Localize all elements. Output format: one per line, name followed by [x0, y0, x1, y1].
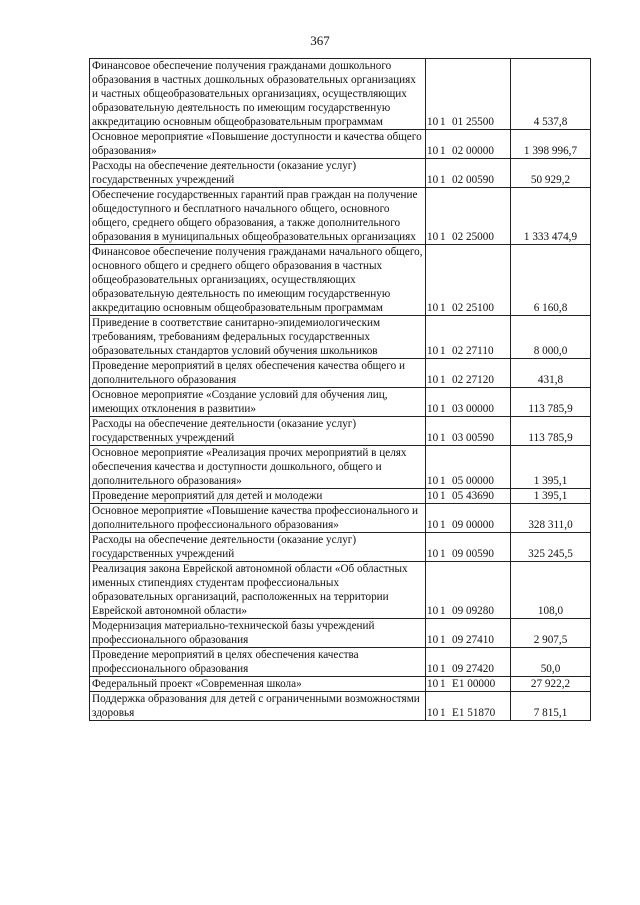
row-amount: 113 785,9 [511, 388, 591, 417]
row-amount: 325 245,5 [511, 533, 591, 562]
row-code [426, 159, 511, 188]
row-subsection-code: 1 [440, 707, 446, 719]
row-target-code: 05 00000 [452, 475, 494, 487]
row-target-code: 03 00590 [452, 432, 494, 444]
row-target-code: 09 27420 [452, 663, 494, 675]
row-target-code: E1 51870 [452, 707, 496, 719]
table-row [90, 159, 591, 188]
row-subsection-code: 1 [440, 174, 446, 186]
row-section-code: 10 [427, 548, 439, 560]
row-description: Расходы на обеспечение деятельности (оказание услуг) государственных учреждений [90, 417, 426, 446]
row-description: Основное мероприятие «Создание условий для обучения лиц, имеющих отклонения в развитии» [90, 388, 426, 417]
row-subsection-code: 1 [440, 605, 446, 617]
table-row [90, 388, 591, 417]
row-description: Проведение мероприятий в целях обеспечения качества общего и дополнительного образования [90, 359, 426, 388]
row-code [426, 130, 511, 159]
row-description: Приведение в соответствие санитарно-эпидемиологическим требованиям, требованиям федеральных государственных образовательных стандартов условий обучения школьников [90, 316, 426, 359]
table-row [90, 316, 591, 359]
row-subsection-code: 1 [440, 302, 446, 314]
row-amount: 1 395,1 [511, 446, 591, 489]
row-subsection-code: 1 [440, 403, 446, 415]
row-target-code: 09 00000 [452, 519, 494, 531]
row-section-code: 10 [427, 116, 439, 128]
row-description: Расходы на обеспечение деятельности (оказание услуг) государственных учреждений [90, 159, 426, 188]
row-section-code: 10 [427, 678, 439, 690]
row-code [426, 388, 511, 417]
row-code [426, 619, 511, 648]
row-target-code: 01 25500 [452, 116, 494, 128]
row-subsection-code: 1 [440, 345, 446, 357]
row-code [426, 504, 511, 533]
row-section-code: 10 [427, 302, 439, 314]
row-subsection-code: 1 [440, 432, 446, 444]
table-row [90, 130, 591, 159]
row-amount: 431,8 [511, 359, 591, 388]
row-subsection-code: 1 [440, 374, 446, 386]
row-section-code: 10 [427, 403, 439, 415]
row-subsection-code: 1 [440, 231, 446, 243]
row-code [426, 562, 511, 619]
row-description: Реализация закона Еврейской автономной области «Об областных именных стипендиях студентам профессиональных образовательных организаций, расположенных на территории Еврейской автономной области» [90, 562, 426, 619]
row-code [426, 533, 511, 562]
row-code [426, 245, 511, 316]
row-subsection-code: 1 [440, 475, 446, 487]
row-target-code: 09 27410 [452, 634, 494, 646]
row-section-code: 10 [427, 145, 439, 157]
row-code [426, 188, 511, 245]
row-amount: 8 000,0 [511, 316, 591, 359]
row-amount: 6 160,8 [511, 245, 591, 316]
row-description: Финансовое обеспечение получения гражданами дошкольного образования в частных дошкольных образовательных организациях и частных общеобразовательных организациях, осуществляющих образовательную деятельность по имеющим государственную аккредитацию основным общеобразовательным программам [90, 59, 426, 130]
row-description: Поддержка образования для детей с ограниченными возможностями здоровья [90, 692, 426, 721]
row-section-code: 10 [427, 374, 439, 386]
row-target-code: 09 09280 [452, 605, 494, 617]
table-row [90, 648, 591, 677]
row-code [426, 648, 511, 677]
row-description: Основное мероприятие «Повышение доступности и качества общего образования» [90, 130, 426, 159]
table-row [90, 188, 591, 245]
table-row [90, 417, 591, 446]
row-section-code: 10 [427, 475, 439, 487]
row-subsection-code: 1 [440, 116, 446, 128]
row-amount: 2 907,5 [511, 619, 591, 648]
row-amount: 113 785,9 [511, 417, 591, 446]
row-description: Обеспечение государственных гарантий прав граждан на получение общедоступного и бесплатного начального общего, основного общего, среднего общего образования, а также дополнительного образования в муниципальных общеобразовательных организациях [90, 188, 426, 245]
row-subsection-code: 1 [440, 145, 446, 157]
row-target-code: 02 27110 [452, 345, 494, 357]
row-code [426, 316, 511, 359]
row-amount: 4 537,8 [511, 59, 591, 130]
table-row [90, 59, 591, 130]
row-subsection-code: 1 [440, 548, 446, 560]
table-row [90, 245, 591, 316]
table-body [90, 59, 591, 721]
row-code [426, 59, 511, 130]
row-section-code: 10 [427, 663, 439, 675]
row-target-code: 02 00000 [452, 145, 494, 157]
page-number: 367 [310, 33, 330, 48]
row-target-code: 02 25100 [452, 302, 494, 314]
row-section-code: 10 [427, 231, 439, 243]
row-subsection-code: 1 [440, 490, 446, 502]
row-subsection-code: 1 [440, 663, 446, 675]
budget-table [89, 58, 591, 721]
row-description: Федеральный проект «Современная школа» [90, 677, 426, 692]
table-row [90, 562, 591, 619]
table-row [90, 677, 591, 692]
table-row [90, 446, 591, 489]
row-section-code: 10 [427, 634, 439, 646]
row-code [426, 489, 511, 504]
row-amount: 108,0 [511, 562, 591, 619]
row-amount: 50 929,2 [511, 159, 591, 188]
row-code [426, 446, 511, 489]
row-description: Модернизация материально-технической базы учреждений профессионального образования [90, 619, 426, 648]
row-target-code: 02 27120 [452, 374, 494, 386]
row-section-code: 10 [427, 519, 439, 531]
row-description: Основное мероприятие «Повышение качества профессионального и дополнительного профессионального образования» [90, 504, 426, 533]
row-subsection-code: 1 [440, 678, 446, 690]
row-description: Проведение мероприятий для детей и молодежи [90, 489, 426, 504]
row-amount: 1 398 996,7 [511, 130, 591, 159]
row-description: Основное мероприятие «Реализация прочих мероприятий в целях обеспечения качества и доступности дошкольного, общего и дополнительного образования» [90, 446, 426, 489]
row-section-code: 10 [427, 490, 439, 502]
row-target-code: 02 00590 [452, 174, 494, 186]
row-target-code: E1 00000 [452, 678, 496, 690]
row-section-code: 10 [427, 174, 439, 186]
table-row [90, 533, 591, 562]
row-subsection-code: 1 [440, 519, 446, 531]
row-description: Финансовое обеспечение получения гражданами начального общего, основного общего и среднего общего образования в частных общеобразовательных организациях, осуществляющих образовательную деятельность по имеющим государственную аккредитацию основным общеобразовательным программам [90, 245, 426, 316]
table-row [90, 504, 591, 533]
row-amount: 7 815,1 [511, 692, 591, 721]
row-section-code: 10 [427, 605, 439, 617]
row-target-code: 02 25000 [452, 231, 494, 243]
row-amount: 27 922,2 [511, 677, 591, 692]
row-section-code: 10 [427, 432, 439, 444]
row-code [426, 677, 511, 692]
row-description: Расходы на обеспечение деятельности (оказание услуг) государственных учреждений [90, 533, 426, 562]
row-code [426, 359, 511, 388]
table-row [90, 359, 591, 388]
row-amount: 328 311,0 [511, 504, 591, 533]
row-target-code: 09 00590 [452, 548, 494, 560]
row-section-code: 10 [427, 707, 439, 719]
row-amount: 1 333 474,9 [511, 188, 591, 245]
row-description: Проведение мероприятий в целях обеспечения качества профессионального образования [90, 648, 426, 677]
row-subsection-code: 1 [440, 634, 446, 646]
row-target-code: 03 00000 [452, 403, 494, 415]
table-row [90, 692, 591, 721]
row-amount: 1 395,1 [511, 489, 591, 504]
row-section-code: 10 [427, 345, 439, 357]
row-code [426, 692, 511, 721]
row-amount: 50,0 [511, 648, 591, 677]
table-row [90, 619, 591, 648]
row-target-code: 05 43690 [452, 490, 494, 502]
table-row [90, 489, 591, 504]
row-code [426, 417, 511, 446]
